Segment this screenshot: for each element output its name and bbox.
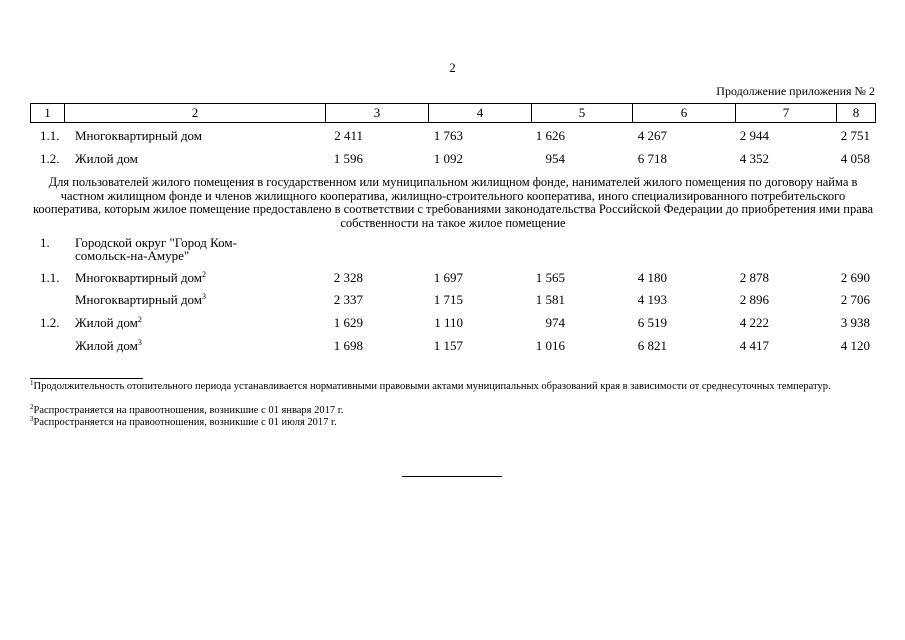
footnote-separator xyxy=(30,378,143,379)
table-row xyxy=(30,151,876,169)
row-name: Многоквартирный дом$^3$ xyxy=(75,292,207,307)
value-col5: 1 016 xyxy=(535,338,565,353)
header-cell-5: 5 xyxy=(532,104,633,123)
value-col6: 4 193 xyxy=(637,292,667,307)
value-col5: 1 581 xyxy=(535,292,565,307)
header-cell-4: 4 xyxy=(429,104,532,123)
district-row xyxy=(30,236,876,266)
table-row xyxy=(30,128,876,146)
continuation-label: Продолжение приложения № 2 xyxy=(716,84,875,98)
header-cell-8: 8 xyxy=(837,104,876,123)
table-row xyxy=(30,315,876,333)
value-col4: 1 092 xyxy=(433,151,463,166)
footnote-ref: 2 xyxy=(202,270,207,279)
value-col6: 6 718 xyxy=(637,151,667,166)
value-col3: 1 698 xyxy=(333,338,363,353)
row-name: Многоквартирный дом$^2$ xyxy=(75,270,207,285)
district-number: 1. xyxy=(40,235,50,250)
value-col7: 4 222 xyxy=(739,315,769,330)
header-cell-1: 1 xyxy=(31,104,65,123)
value-col8: 2 690 xyxy=(840,270,870,285)
value-col6: 6 821 xyxy=(637,338,667,353)
page-number: 2 xyxy=(449,60,456,75)
footnote-text: Продолжительность отопительного периода устанавливается нормативными правовыми актами муниципальных образований края в зависимости от среднесуточных температур. xyxy=(33,381,831,392)
value-col3: 1 596 xyxy=(333,151,363,166)
value-col3: 1 629 xyxy=(333,315,363,330)
value-col4: 1 110 xyxy=(434,315,463,330)
row-number: 1.2. xyxy=(40,315,60,330)
footnote-mark: 3 xyxy=(30,415,34,423)
value-col8: 4 058 xyxy=(840,151,870,166)
value-col3: 2 328 xyxy=(333,270,363,285)
row-name: Жилой дом$^2$ xyxy=(75,315,142,330)
value-col5: 954 xyxy=(545,151,565,166)
value-col4: 1 697 xyxy=(433,270,463,285)
row-number: 1.1. xyxy=(40,128,60,143)
row-name: Жилой дом xyxy=(75,151,138,166)
value-col4: 1 715 xyxy=(433,292,463,307)
row-name: Многоквартирный дом xyxy=(75,128,203,143)
header-cell-6: 6 xyxy=(633,104,736,123)
table-row xyxy=(30,270,876,288)
row-number: 1.2. xyxy=(40,151,60,166)
table-row xyxy=(30,292,876,310)
header-cell-7: 7 xyxy=(736,104,837,123)
value-col7: 2 944 xyxy=(739,128,769,143)
value-col6: 4 180 xyxy=(637,270,667,285)
footnote-3 xyxy=(30,417,876,428)
value-col8: 4 120 xyxy=(840,338,870,353)
section-heading: Для пользователей жилого помещения в государственном или муниципальном жилищном фонде, нанимателей жилого помещения по договору найма в частном жилищном фонде и членов жилищного кооператива, жилищно-строительного кооператива, иного специализированного потребительского кооператива, которым жилое помещение предоставлено в соответствии с требованиями законодательства Российской Федерации до приобретения ими права собственности на такое жилое помещение xyxy=(32,175,874,230)
value-col7: 2 896 xyxy=(739,292,769,307)
district-name-line1: Городской округ "Город Ком- xyxy=(75,235,237,250)
row-number: 1.1. xyxy=(40,270,60,285)
value-col3: 2 411 xyxy=(334,128,363,143)
footnote-mark: 2 xyxy=(30,403,34,411)
footnote-ref: 3 xyxy=(202,292,207,301)
value-col4: 1 763 xyxy=(433,128,463,143)
footnote-ref: 2 xyxy=(137,315,142,324)
header-cell-2: 2 xyxy=(65,104,326,123)
value-col7: 4 352 xyxy=(739,151,769,166)
header-cell-3: 3 xyxy=(326,104,429,123)
column-number-header xyxy=(30,103,876,123)
value-col8: 2 751 xyxy=(840,128,870,143)
district-name-line2: сомольск-на-Амуре" xyxy=(75,248,190,263)
row-name: Жилой дом$^3$ xyxy=(75,338,142,353)
footnote-2 xyxy=(30,405,876,416)
value-col5: 974 xyxy=(545,315,565,330)
value-col6: 4 267 xyxy=(637,128,667,143)
value-col7: 2 878 xyxy=(739,270,769,285)
value-col4: 1 157 xyxy=(433,338,463,353)
footnote-text: Распространяется на правоотношения, возникшие с 01 января 2017 г. xyxy=(33,405,344,416)
footnote-1 xyxy=(30,381,876,392)
table-row xyxy=(30,338,876,356)
value-col7: 4 417 xyxy=(739,338,769,353)
end-of-document-line xyxy=(402,476,502,477)
value-col5: 1 565 xyxy=(535,270,565,285)
value-col8: 2 706 xyxy=(840,292,870,307)
footnote-mark: 1 xyxy=(30,379,34,387)
value-col6: 6 519 xyxy=(637,315,667,330)
value-col3: 2 337 xyxy=(333,292,363,307)
footnote-ref: 3 xyxy=(137,338,142,347)
value-col5: 1 626 xyxy=(535,128,565,143)
footnote-text: Распространяется на правоотношения, возникшие с 01 июля 2017 г. xyxy=(33,417,337,428)
value-col8: 3 938 xyxy=(840,315,870,330)
